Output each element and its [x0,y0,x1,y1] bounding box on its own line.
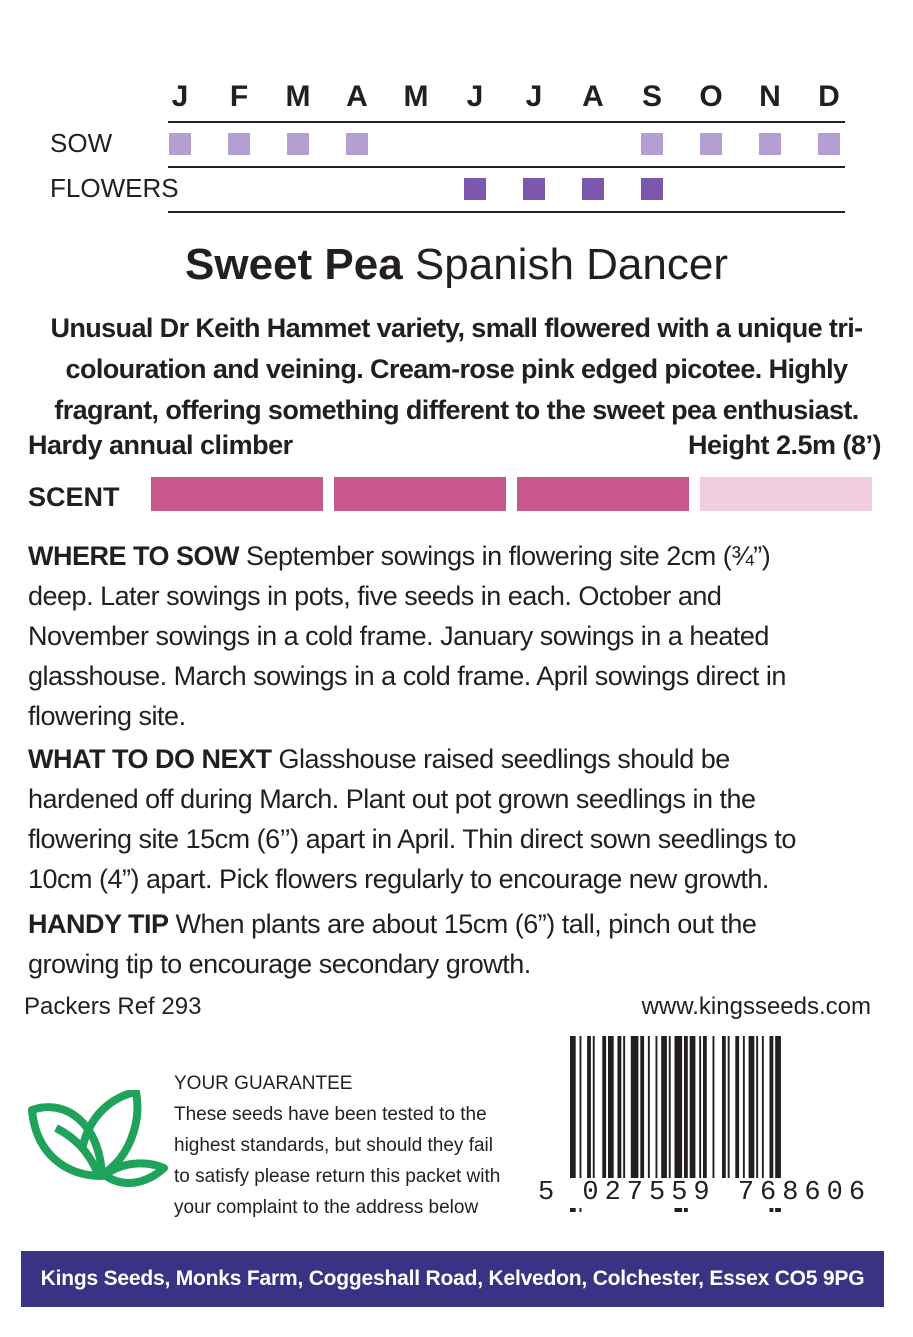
month-label: A [346,80,368,113]
where-to-sow-text: September sowings in flowering site 2cm (¾”) [239,541,771,571]
barcode-bar [713,1036,715,1178]
sow-month-mark [169,133,191,155]
where-to-sow-text: November sowings in a cold frame. January sowings in a heated [28,621,769,651]
product-title [0,240,913,290]
description-line: fragrant, offering something different to the sweet pea enthusiast. [54,395,859,425]
barcode-bar [640,1036,644,1178]
barcode-bar [722,1036,726,1178]
sow-month-mark [759,133,781,155]
calendar-divider [168,121,845,123]
barcode-bar [602,1036,606,1178]
what-to-do-next-section [28,739,888,899]
flower-month-mark [582,178,604,200]
product-description [20,308,893,431]
guarantee-line: highest standards, but should they fail [174,1135,493,1156]
month-label: S [641,80,662,113]
handy-tip-section [28,904,888,984]
what-to-do-next-text: flowering site 15cm (6’’) apart in April. Thin direct sown seedlings to [28,824,796,854]
barcode-bar [762,1036,764,1178]
barcode-digits: 5 027559 768606 [538,1178,872,1208]
month-label: J [171,80,189,113]
barcode-bar [728,1036,730,1178]
barcode-bar [699,1036,701,1178]
barcode-bar [648,1036,650,1178]
barcode-bar [623,1036,625,1178]
sow-row-label: SOW [50,128,113,158]
flower-month-mark [641,178,663,200]
barcode-bar [690,1036,696,1178]
scent-segment [700,477,872,511]
plant-height: Height 2.5m (8’) [687,430,881,460]
where-to-sow-text: flowering site. [28,701,186,731]
barcode-bar [703,1036,707,1178]
month-label: J [466,80,484,113]
where-to-sow-section [28,536,888,736]
flower-month-mark [523,178,545,200]
barcode-bar [735,1036,739,1178]
month-label: O [699,80,723,113]
flower-month-mark [464,178,486,200]
guarantee-line: These seeds have been tested to the [174,1104,487,1125]
product-variety: Spanish Dancer [414,240,728,289]
month-label: N [759,80,781,113]
barcode-bar [669,1036,671,1178]
barcode-bar [631,1036,639,1178]
where-to-sow-text: deep. Later sowings in pots, five seeds in each. October and [28,581,722,611]
sow-month-mark [346,133,368,155]
what-to-do-next-heading: WHAT TO DO NEXT [28,744,272,774]
handy-tip-text: When plants are about 15cm (6”) tall, pinch out the [168,909,757,939]
sow-month-mark [287,133,309,155]
website-link[interactable]: www.kingsseeds.com [641,993,871,1020]
description-line: Unusual Dr Keith Hammet variety, small flowered with a unique tri- [50,313,863,343]
calendar-divider [168,166,845,168]
barcode-bar [587,1036,591,1178]
month-label: J [525,80,543,113]
handy-tip-heading: HANDY TIP [28,909,169,939]
barcode-bar [743,1036,745,1178]
scent-segment [151,477,323,511]
barcode-bar [593,1036,595,1178]
scent-segment [334,477,506,511]
sow-month-mark [818,133,840,155]
barcode-bar [618,1036,622,1178]
sow-month-mark [700,133,722,155]
sow-month-mark [641,133,663,155]
footer-address: Kings Seeds, Monks Farm, Coggeshall Road, Kelvedon, Colchester, Essex CO5 9PG [21,1251,884,1307]
barcode-bar [756,1036,758,1178]
scent-segment [517,477,689,511]
month-label: A [582,80,604,113]
where-to-sow-text: glasshouse. March sowings in a cold frame. April sowings direct in [28,661,786,691]
guarantee-line: to satisfy please return this packet with [174,1166,501,1187]
barcode-bar [749,1036,755,1178]
what-to-do-next-text: hardened off during March. Plant out pot grown seedlings in the [28,784,756,814]
handy-tip-text: growing tip to encourage secondary growth. [28,949,531,979]
month-label: M [285,80,311,113]
what-to-do-next-text: 10cm (4”) apart. Pick flowers regularly to encourage new growth. [28,864,769,894]
guarantee-line: your complaint to the address below [174,1197,479,1218]
flowers-row-label: FLOWERS [50,173,179,203]
scent-label: SCENT [28,482,120,512]
packers-ref: Packers Ref 293 [24,993,202,1020]
where-to-sow-heading: WHERE TO SOW [28,541,240,571]
description-line: colouration and veining. Cream-rose pink edged picotee. Highly [65,354,848,384]
sow-month-mark [228,133,250,155]
barcode-bar [608,1036,614,1178]
plant-habit: Hardy annual climber [28,430,293,460]
what-to-do-next-text: Glasshouse raised seedlings should be [271,744,730,774]
month-label: F [229,80,249,113]
guarantee-block [174,1068,534,1223]
green-leaf-logo-icon [26,1090,168,1190]
month-label: M [403,80,429,113]
calendar-divider [168,211,845,213]
barcode-bar [656,1036,658,1178]
product-name: Sweet Pea [185,240,403,289]
guarantee-heading: YOUR GUARANTEE [174,1073,353,1094]
month-label: D [818,80,840,113]
barcode-bar [661,1036,667,1178]
